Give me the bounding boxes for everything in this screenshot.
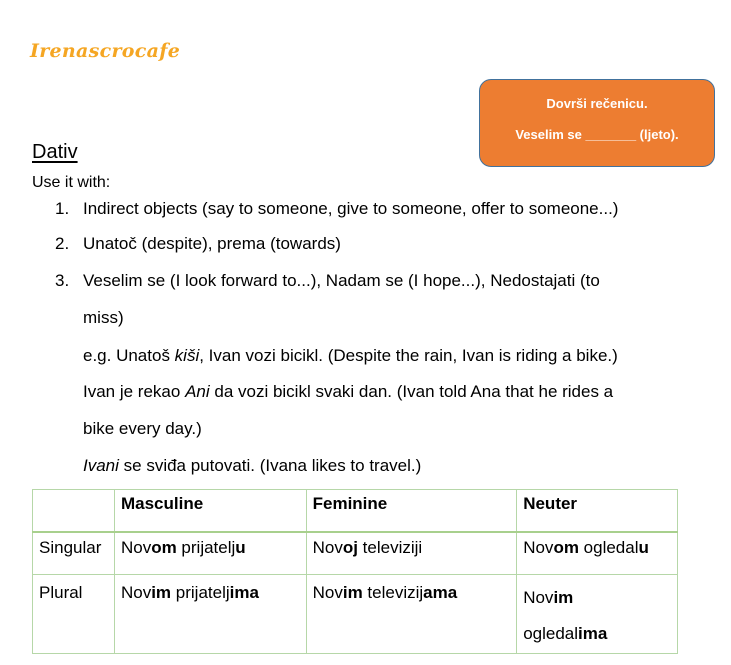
page-title: Dativ	[32, 141, 78, 163]
table-cell: Novom prijatelju	[114, 532, 306, 575]
table-row	[33, 532, 678, 575]
table-header-cell	[33, 490, 115, 533]
row-label: Plural	[33, 575, 115, 654]
example-sentence: Ivan je rekao Ani da vozi bicikl svaki dan. (Ivan told Ana that he rides a	[83, 382, 614, 401]
declension-table	[32, 489, 678, 654]
row-label: Singular	[33, 532, 115, 575]
callout-sentence: Veselim se _______ (ljeto).	[515, 127, 679, 142]
table-cell: Novim ogledalima	[517, 575, 678, 654]
list-item-continuation: miss)	[83, 308, 124, 327]
callout-instruction: Dovrši rečenicu.	[546, 96, 648, 111]
table-header-cell: Neuter	[517, 490, 678, 533]
example-sentence: Ivani se sviđa putovati. (Ivana likes to travel.)	[83, 456, 422, 475]
example-sentence: e.g. Unatoš kiši, Ivan vozi bicikl. (Despite the rain, Ivan is riding a bike.)	[83, 346, 618, 365]
table-cell: Novom ogledalu	[517, 532, 678, 575]
example-sentence-continuation: bike every day.)	[83, 419, 202, 438]
site-logo: Irenascrocafe	[30, 40, 181, 62]
table-cell: Novim televizijama	[306, 575, 517, 654]
table-cell: Novoj televiziji	[306, 532, 517, 575]
table-header-cell: Masculine	[114, 490, 306, 533]
table-header-cell: Feminine	[306, 490, 517, 533]
intro-text: Use it with:	[32, 174, 111, 191]
table-header-row	[33, 490, 678, 533]
exercise-callout	[479, 79, 715, 167]
table-row	[33, 575, 678, 654]
table-cell: Novim prijateljima	[114, 575, 306, 654]
